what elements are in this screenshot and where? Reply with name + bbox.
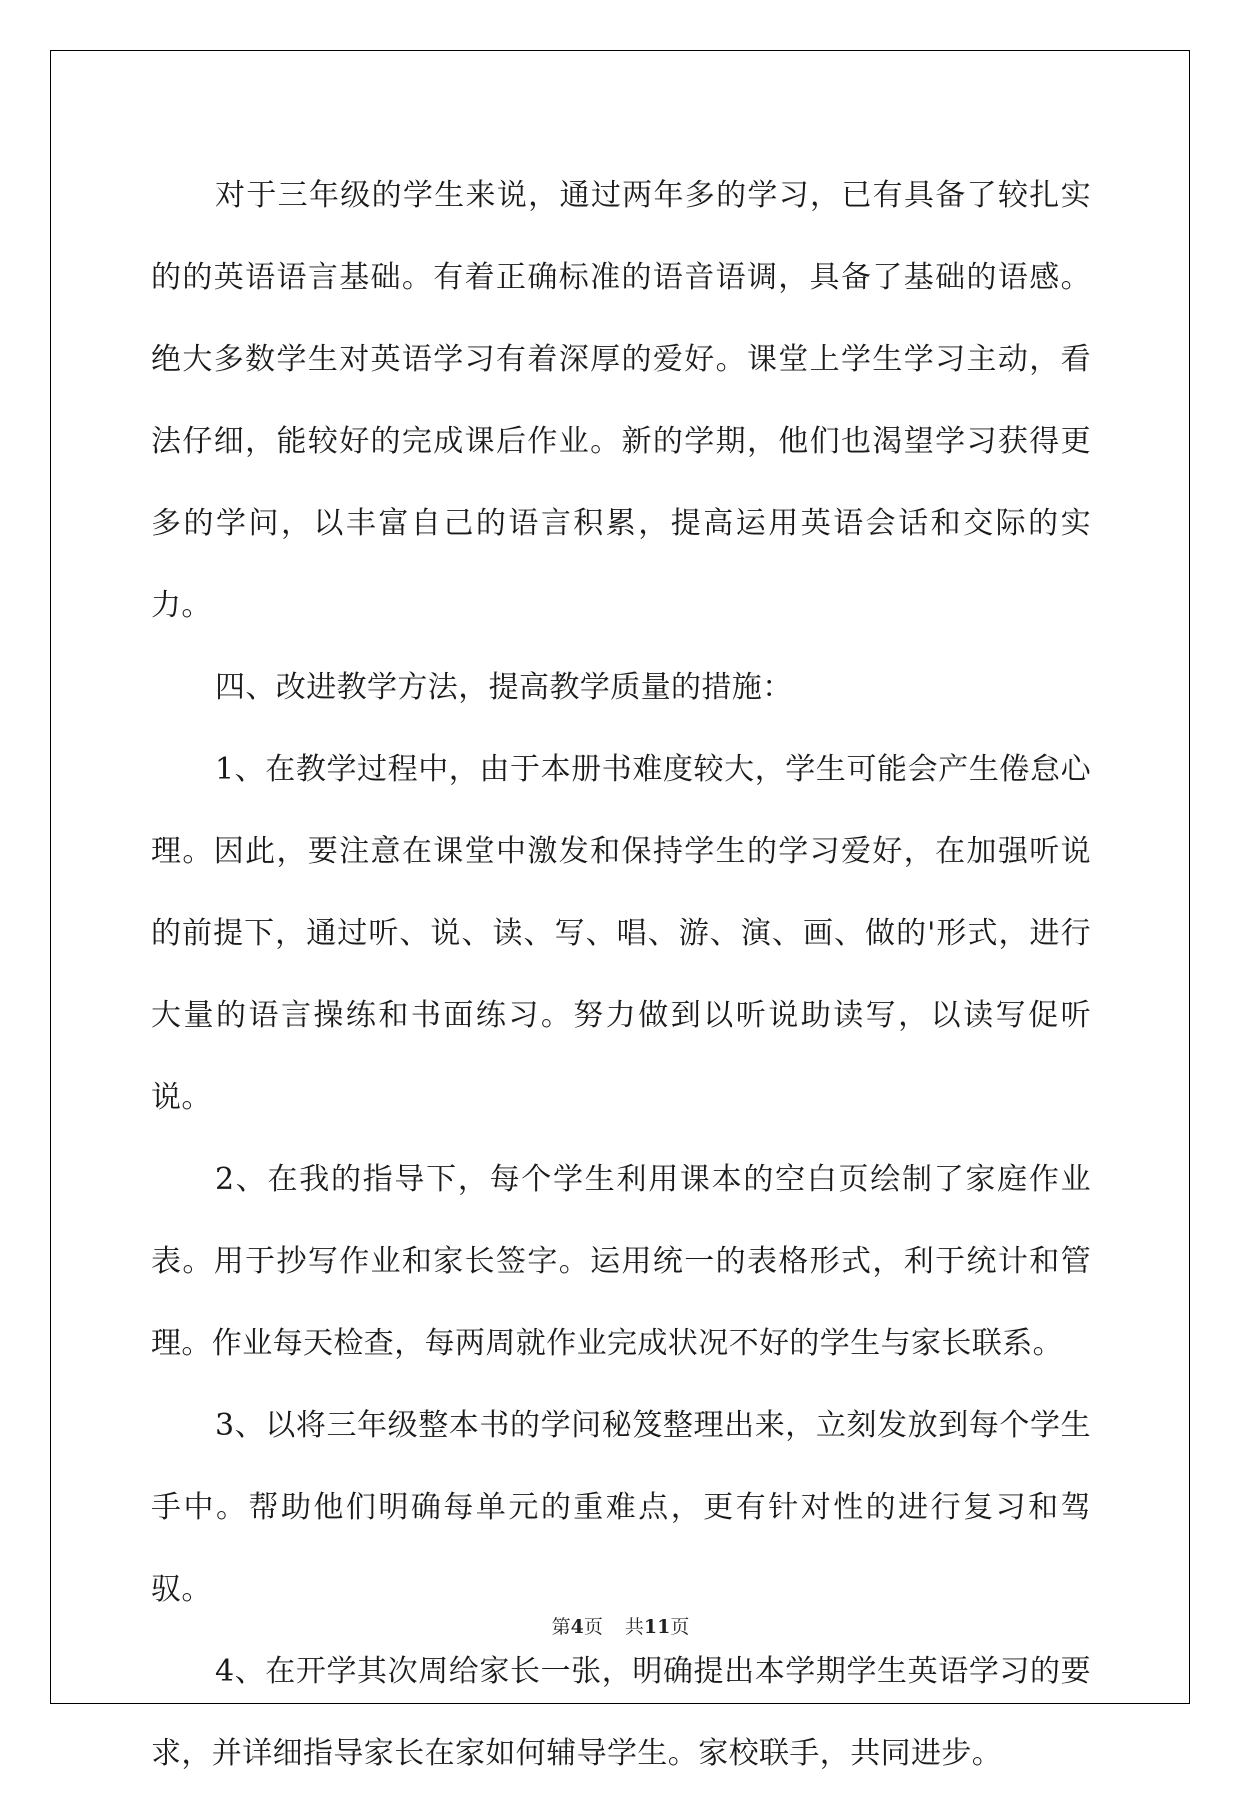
paragraph-measure-4: 4、在开学其次周给家长一张，明确提出本学期学生英语学习的要求，并详细指导家长在家如何辅导学生。家校联手，共同进步。 [151,1654,1091,1771]
paragraph-measure-1: 1、在教学过程中，由于本册书难度较大，学生可能会产生倦怠心理。因此，要注意在课堂中激发和保持学生的学习爱好，在加强听说的前提下，通过听、说、读、写、唱、游、演、画、做的'形式，进行大量的语言操练和书面练习。努力做到以听说助读写，以读写促听说。 [151,752,1091,1115]
page-footer [0,1612,1241,1639]
total-pages: 11 [643,1616,671,1638]
total-suffix: 页 [670,1616,690,1638]
page-prefix: 第 [551,1616,571,1638]
total-prefix: 共 [624,1616,644,1638]
paragraph-measure-3: 3、以将三年级整本书的学问秘笈整理出来，立刻发放到每个学生手中。帮助他们明确每单元的重难点，更有针对性的进行复习和驾驭。 [151,1408,1091,1607]
page-suffix: 页 [583,1616,603,1638]
section-heading-measures: 四、改进教学方法，提高教学质量的措施： [215,670,793,705]
document-body [151,155,1091,1795]
paragraph-student-analysis: 对于三年级的学生来说，通过两年多的学习，已有具备了较扎实的的英语语言基础。有着正确标准的语音语调，具备了基础的语感。绝大多数学生对英语学习有着深厚的爱好。课堂上学生学习主动，看法仔细，能较好的完成课后作业。新的学期，他们也渴望学习获得更多的学问，以丰富自己的语言积累，提高运用英语会话和交际的实力。 [151,178,1091,623]
page-number: 4 [570,1616,584,1638]
paragraph-measure-2: 2、在我的指导下，每个学生利用课本的空白页绘制了家庭作业表。用于抄写作业和家长签字。运用统一的表格形式，利于统计和管理。作业每天检查，每两周就作业完成状况不好的学生与家长联系。 [151,1162,1091,1361]
